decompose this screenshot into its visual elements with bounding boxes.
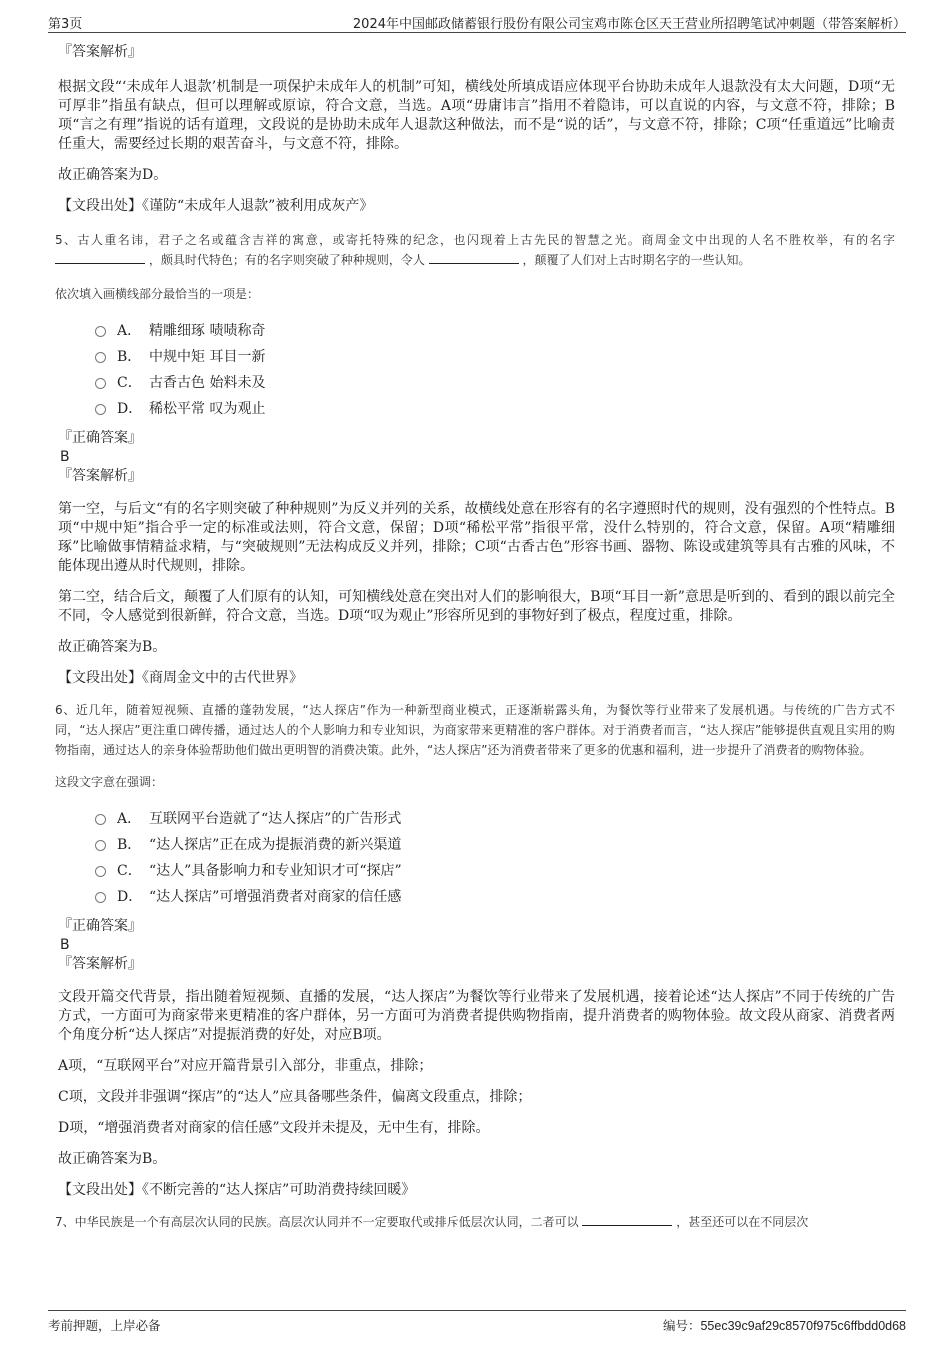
radio-icon[interactable] xyxy=(95,378,106,389)
q6-correct-answer: B xyxy=(60,937,70,953)
q6-analysis-1: 文段开篇交代背景，指出随着短视频、直播的发展，“达人探店”为餐饮等行业带来了发展机遇，接着论述“达人探店”不同于传统的广告方式，一方面可为商家带来更精准的客户群体，另一方面可为消费者提供购物指南，提升消费者的购物体验。故文段从商家、消费者两个角度分析“达人探店”对提振消费的好处，对应B项。 xyxy=(58,989,895,1043)
q5-option-b[interactable]: B． 中规中矩 耳目一新 xyxy=(95,344,895,370)
q5-option-c[interactable]: C． 古香古色 始料未及 xyxy=(95,370,895,396)
q7-stem: 7、中华民族是一个有高层次认同的民族。高层次认同并不一定要取代或排斥低层次认同，二者可以 ，甚至还可以在不同层次 xyxy=(55,1215,809,1229)
q6-final-answer: 故正确答案为B。 xyxy=(58,1151,167,1167)
q5-correct-answer: B xyxy=(60,449,70,465)
q5-correct-label: 『正确答案』 xyxy=(58,430,142,446)
radio-icon[interactable] xyxy=(95,814,106,825)
q5-stem: 5、古人重名讳，君子之名或蕴含吉祥的寓意，或寄托特殊的纪念，也闪现着上古先民的智慧之光。商周金文中出现的人名不胜枚举，有的名字 ，颇具时代特色；有的名字则突破了种种规则，令人 ，颠覆了人们对上古时期名字的一些认知。 xyxy=(55,233,895,267)
q5-option-d[interactable]: D． 稀松平常 叹为观止 xyxy=(95,396,895,422)
q6-option-b[interactable]: B． “达人探店”正在成为提振消费的新兴渠道 xyxy=(95,832,895,858)
q5-final-answer: 故正确答案为B。 xyxy=(58,639,167,655)
q6-stem: 6、近几年，随着短视频、直播的蓬勃发展，“达人探店”作为一种新型商业模式，正逐渐崭露头角，为餐饮等行业带来了发展机遇。与传统的广告方式不同，“达人探店”更注重口碑传播，通过达人的个人影响力和专业知识，为商家带来更精准的客户群体。对于消费者而言，“达人探店”能够提供直观且实用的购物指南，通过达人的亲身体验帮助他们做出更明智的消费决策。此外，“达人探店”还为消费者带来了更多的优惠和福利，进一步提升了消费者的购物体验。 xyxy=(55,703,895,757)
q6-analysis-2: A项，“互联网平台”对应开篇背景引入部分，非重点，排除； xyxy=(58,1058,433,1074)
q5-options xyxy=(95,318,895,422)
q4-analysis: 根据文段“‘未成年人退款’机制是一项保护未成年人的机制”可知，横线处所填成语应体现平台协助未成年人退款没有太大问题，D项“无可厚非”指虽有缺点，但可以理解或原谅，符合文意，当选。A项“毋庸讳言”指用不着隐讳，可以直说的内容，与文意不符，排除；B项“言之有理”指说的话有道理，文段说的是协助未成年人退款这种做法，而不是“说的话”，与文意不符，排除；C项“任重道远”比喻责任重大，需要经过长期的艰苦奋斗，与文意不符，排除。 xyxy=(58,79,895,152)
q5-analysis-2: 第二空，结合后文，颠覆了人们原有的认知，可知横线处意在突出对人们的影响很大，B项“耳目一新”意思是听到的、看到的跟以前完全不同，令人感觉到很新鲜，符合文意，当选。D项“叹为观止”形容所见到的事物好到了极点，程度过重，排除。 xyxy=(58,589,895,624)
q4-analysis-label: 『答案解析』 xyxy=(58,44,142,60)
q6-analysis-4: D项，“增强消费者对商家的信任感”文段并未提及，无中生有，排除。 xyxy=(58,1120,490,1136)
q5-prompt: 依次填入画横线部分最恰当的一项是： xyxy=(55,287,260,301)
q6-option-a[interactable]: A． 互联网平台造就了“达人探店”的广告形式 xyxy=(95,806,895,832)
q5-blank-2 xyxy=(429,251,519,264)
q6-option-d[interactable]: D． “达人探店”可增强消费者对商家的信任感 xyxy=(95,884,895,910)
q6-correct-label: 『正确答案』 xyxy=(58,918,142,934)
q6-analysis-3: C项，文段并非强调“探店”的“达人”应具备哪些条件，偏离文段重点，排除； xyxy=(58,1089,532,1105)
footer-code: 编号：55ec39c9af29c8570f975c6ffbdd0d68 xyxy=(662,1318,906,1333)
q6-prompt: 这段文字意在强调： xyxy=(55,775,164,789)
q5-source: 【文段出处】《商周金文中的古代世界》 xyxy=(58,670,303,686)
radio-icon[interactable] xyxy=(95,840,106,851)
q4-source: 【文段出处】《谨防“未成年人退款”被利用成灰产》 xyxy=(58,198,374,214)
document-title: 2024年中国邮政储蓄银行股份有限公司宝鸡市陈仓区天王营业所招聘笔试冲刺题（带答案解析） xyxy=(352,17,906,32)
q5-option-a[interactable]: A． 精雕细琢 啧啧称奇 xyxy=(95,318,895,344)
footer-slogan: 考前押题，上岸必备 xyxy=(48,1318,161,1333)
q6-analysis-label: 『答案解析』 xyxy=(58,956,142,972)
radio-icon[interactable] xyxy=(95,866,106,877)
radio-icon[interactable] xyxy=(95,326,106,337)
q6-option-c[interactable]: C． “达人”具备影响力和专业知识才可“探店” xyxy=(95,858,895,884)
page-header xyxy=(48,10,906,33)
q5-analysis-label: 『答案解析』 xyxy=(58,468,142,484)
q5-blank-1 xyxy=(55,251,145,264)
radio-icon[interactable] xyxy=(95,404,106,415)
page-number: 第3页 xyxy=(48,17,83,32)
q5-analysis-1: 第一空，与后文“有的名字则突破了种种规则”为反义并列的关系，故横线处意在形容有的名字遵照时代的规则，没有强烈的个性特点。B项“中规中矩”指合乎一定的标准或法则，符合文意，保留；D项“稀松平常”指很平常，没什么特别的，符合文意，保留。A项“精雕细琢”比喻做事情精益求精，与“突破规则”无法构成反义并列，排除；C项“古香古色”形容书画、器物、陈设或建筑等具有古雅的风味，不能体现出遵从时代规则，排除。 xyxy=(58,501,895,574)
q6-options xyxy=(95,806,895,910)
q4-final-answer: 故正确答案为D。 xyxy=(58,167,168,183)
q7-blank-1 xyxy=(582,1213,672,1226)
radio-icon[interactable] xyxy=(95,352,106,363)
q6-source: 【文段出处】《不断完善的“达人探店”可助消费持续回暖》 xyxy=(58,1182,416,1198)
document-body xyxy=(55,42,895,1242)
radio-icon[interactable] xyxy=(95,892,106,903)
page-footer xyxy=(48,1310,906,1335)
